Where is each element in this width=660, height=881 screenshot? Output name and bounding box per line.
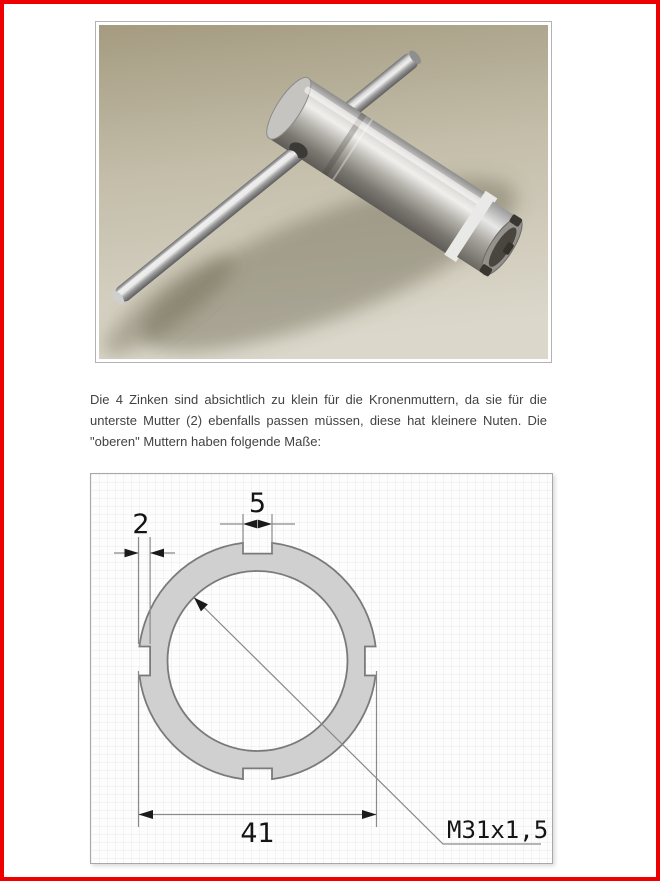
arrowhead-depth-right [150,549,164,558]
label-notch-width: 5 [248,488,267,519]
label-notch-depth: 2 [132,509,150,540]
nut-diagram-drawing [91,474,552,863]
arrowhead-depth-left [125,549,139,558]
label-thread: M31x1,5 [447,816,549,844]
nut-dimension-diagram [90,473,553,864]
label-outer-diameter: 41 [240,818,275,849]
paragraph-line-2: unterste Mutter (2) ebenfalls passen müssen, diese hat kleinere Nuten. Die [90,413,547,428]
paragraph-line-3: "oberen" Muttern haben folgende Maße: [90,434,322,449]
tool-photo [95,21,552,363]
description-paragraph [90,389,547,452]
arrowhead-diameter-right [362,810,377,819]
arrowhead-left [243,520,257,529]
tool-photo-image [99,25,548,359]
paragraph-line-1: Die 4 Zinken sind absichtlich zu klein für die Kronenmuttern, da sie für die [90,392,547,407]
arrowhead-diameter-left [139,810,154,819]
arrowhead-right [258,520,272,529]
